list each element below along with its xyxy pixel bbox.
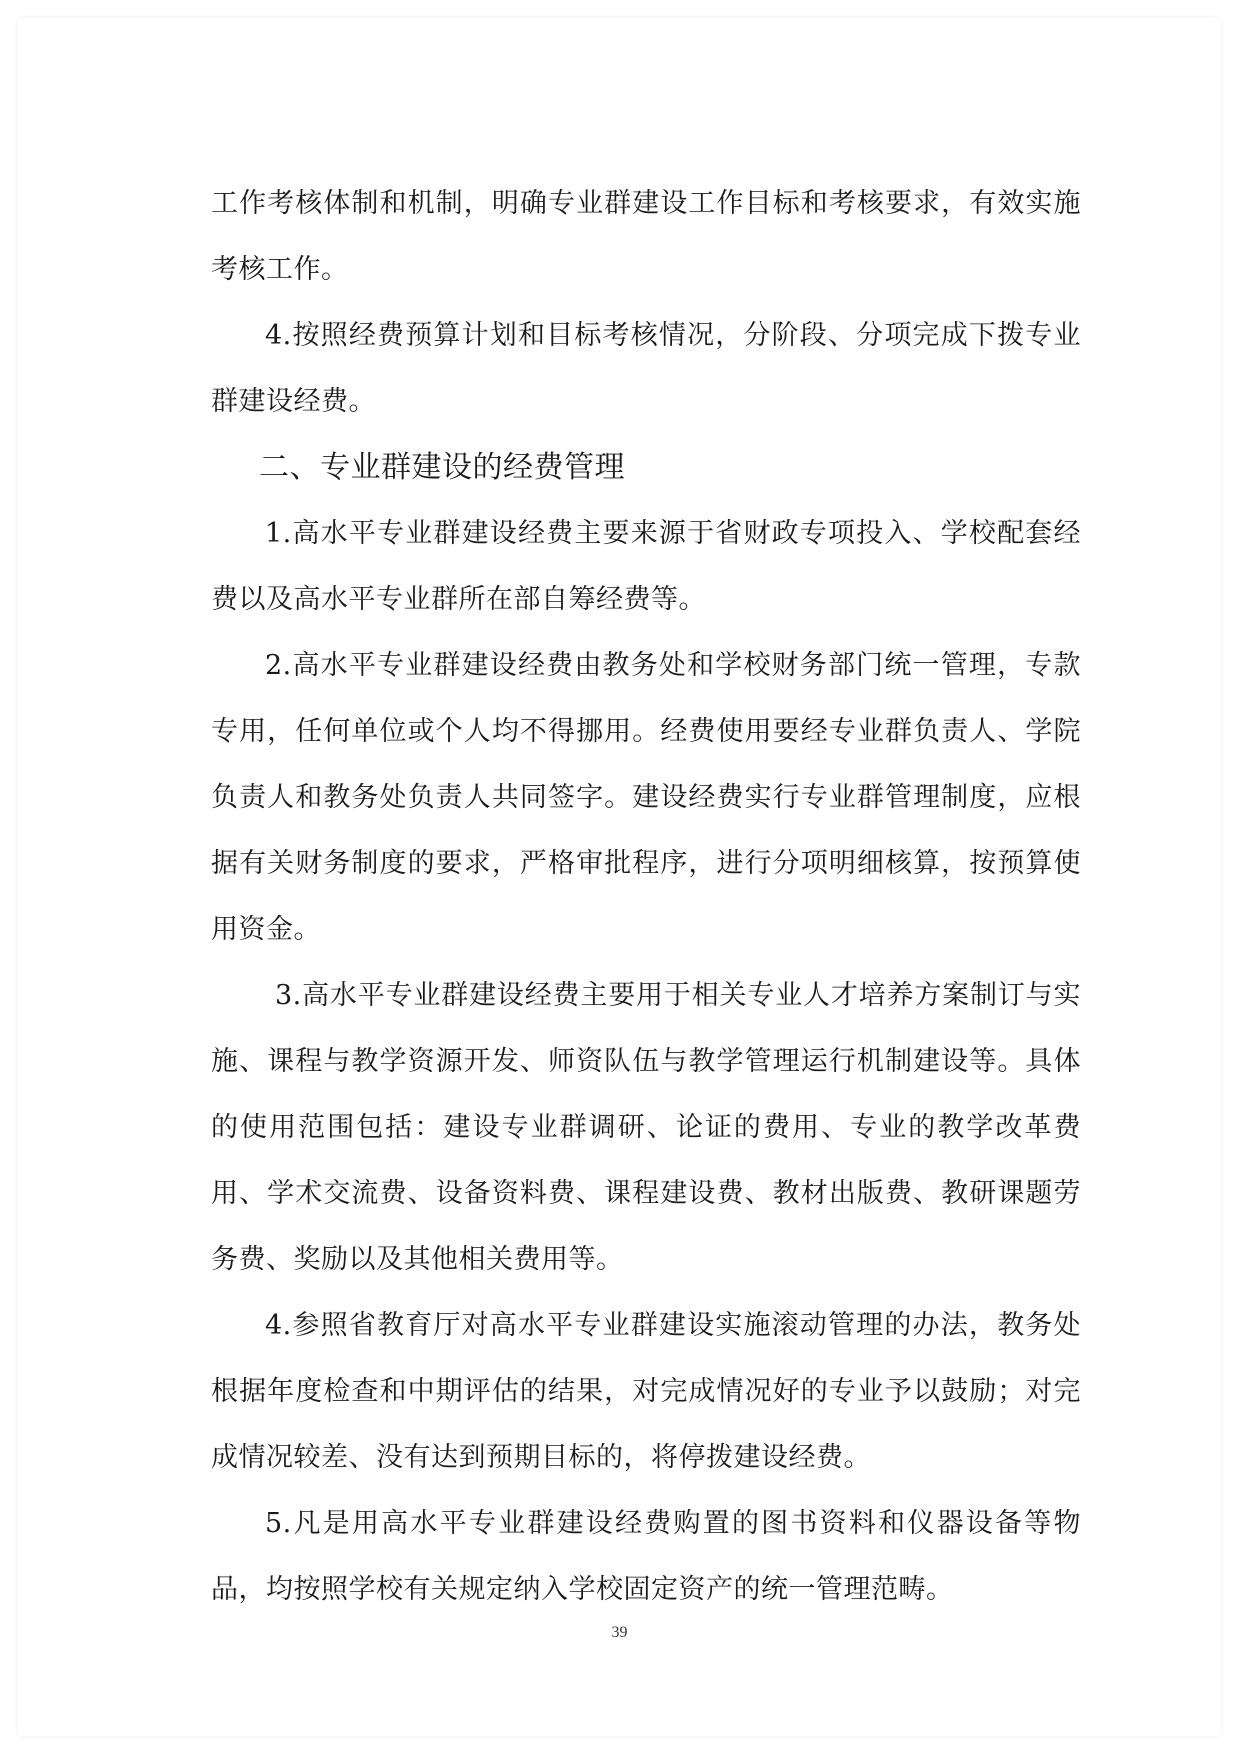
paragraph-continued: 工作考核体制和机制，明确专业群建设工作目标和考核要求，有效实施考核工作。 bbox=[211, 188, 1081, 285]
section-heading: 二、专业群建设的经费管理 bbox=[259, 450, 625, 485]
paragraph-item-4-rolling-management: 4.参照省教育厅对高水平专业群建设实施滚动管理的办法，教务处根据年度检查和中期评估的结果，对完成情况好的专业予以鼓励；对完成情况较差、没有达到预期目标的，将停拨建设经费。 bbox=[211, 1310, 1081, 1473]
paragraph-item-3-fund-usage: 3.高水平专业群建设经费主要用于相关专业人才培养方案制订与实施、课程与教学资源开发、师资队伍与教学管理运行机制建设等。具体的使用范围包括：建设专业群调研、论证的费用、专业的教学改革费用、学术交流费、设备资料费、课程建设费、教材出版费、教研课题劳务费、奖励以及其他相关费用等。 bbox=[211, 980, 1081, 1275]
paragraph-item-4-disbursement: 4.按照经费预算计划和目标考核情况，分阶段、分项完成下拨专业群建设经费。 bbox=[211, 320, 1081, 417]
paragraph-item-1-funding-source: 1.高水平专业群建设经费主要来源于省财政专项投入、学校配套经费以及高水平专业群所在部自筹经费等。 bbox=[211, 518, 1081, 615]
paragraph-item-5-fixed-assets: 5.凡是用高水平专业群建设经费购置的图书资料和仪器设备等物品，均按照学校有关规定纳入学校固定资产的统一管理范畴。 bbox=[211, 1508, 1081, 1605]
paragraph-item-2-fund-management: 2.高水平专业群建设经费由教务处和学校财务部门统一管理，专款专用，任何单位或个人均不得挪用。经费使用要经专业群负责人、学院负责人和教务处负责人共同签字。建设经费实行专业群管理制度，应根据有关财务制度的要求，严格审批程序，进行分项明细核算，按预算使用资金。 bbox=[211, 650, 1081, 945]
page-number: 39 bbox=[611, 1624, 628, 1641]
body-text bbox=[211, 171, 1081, 1623]
page-sheet bbox=[18, 18, 1221, 1736]
